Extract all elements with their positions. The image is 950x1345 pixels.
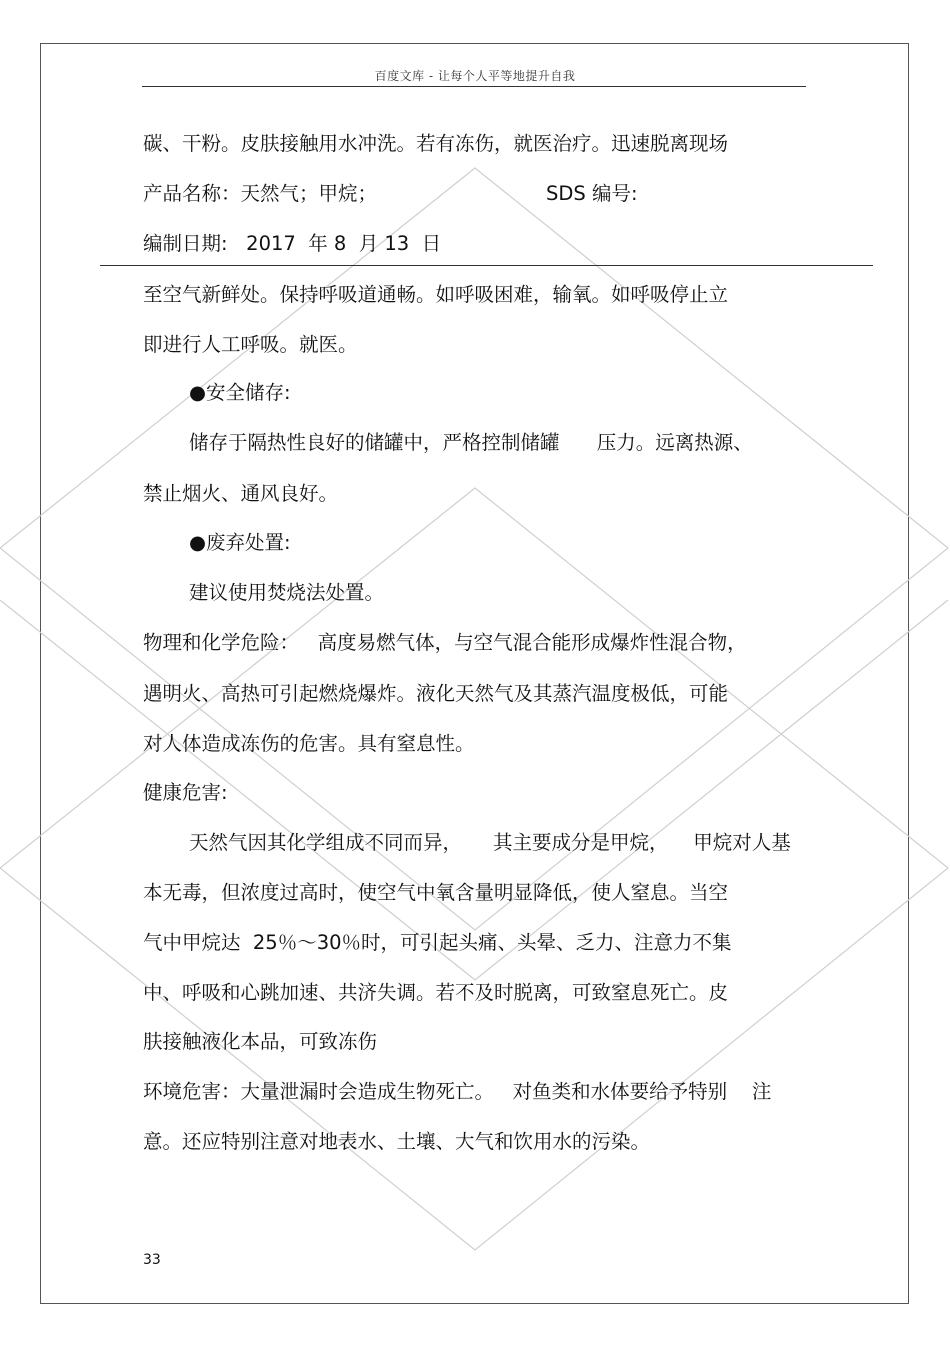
section-heading-disposal: ●废弃处置: — [189, 531, 291, 554]
body-line: 即进行人工呼吸。就医。 — [143, 333, 358, 356]
section-heading-storage: ●安全储存: — [189, 381, 291, 404]
body-line: 气中甲烷达 25％～30％时，可引起头痛、头晕、乏力、注意力不集 — [143, 931, 732, 954]
body-line: 建议使用焚烧法处置。 — [189, 581, 385, 604]
body-line: 对人体造成冻伤的危害。具有窒息性。 — [143, 732, 475, 755]
body-line: 遇明火、高热可引起燃烧爆炸。液化天然气及其蒸汽温度极低，可能 — [143, 682, 729, 705]
body-line: 肤接触液化本品，可致冻伤 — [143, 1030, 378, 1053]
body-line: 本无毒，但浓度过高时，使空气中氧含量明显降低，使人窒息。当空 — [143, 881, 729, 904]
product-name: 产品名称：天然气；甲烷； — [143, 182, 378, 205]
body-line: 至空气新鲜处。保持呼吸道通畅。如呼吸困难，输氧。如呼吸停止立 — [143, 283, 729, 306]
page-number: 33 — [143, 1252, 161, 1268]
body-line: 天然气因其化学组成不同而异， 其主要成分是甲烷， 甲烷对人基 — [189, 831, 791, 854]
header-title: 百度文库 - 让每个人平等地提升自我 — [374, 69, 576, 83]
meta-divider — [100, 265, 873, 266]
section-heading-health: 健康危害: — [143, 781, 228, 804]
body-line: 中、呼吸和心跳加速、共济失调。若不及时脱离，可致窒息死亡。皮 — [143, 981, 729, 1004]
body-line: 禁止烟火、通风良好。 — [143, 482, 339, 505]
body-line: 物理和化学危险： 高度易燃气体，与空气混合能形成爆炸性混合物， — [143, 631, 747, 654]
compile-date: 编制日期: 2017 年 8 月 13 日 — [143, 232, 442, 255]
body-line: 储存于隔热性良好的储罐中，严格控制储罐 压力。远离热源、 — [189, 431, 753, 454]
intro-line: 碳、干粉。皮肤接触用水冲洗。若有冻伤，就医治疗。迅速脱离现场 — [143, 132, 729, 155]
header-divider — [142, 86, 806, 87]
body-line: 环境危害：大量泄漏时会造成生物死亡。 对鱼类和水体要给予特别 注 — [143, 1080, 772, 1103]
body-line: 意。还应特别注意对地表水、土壤、大气和饮用水的污染。 — [143, 1130, 651, 1153]
sds-number: SDS 编号: — [546, 182, 638, 205]
